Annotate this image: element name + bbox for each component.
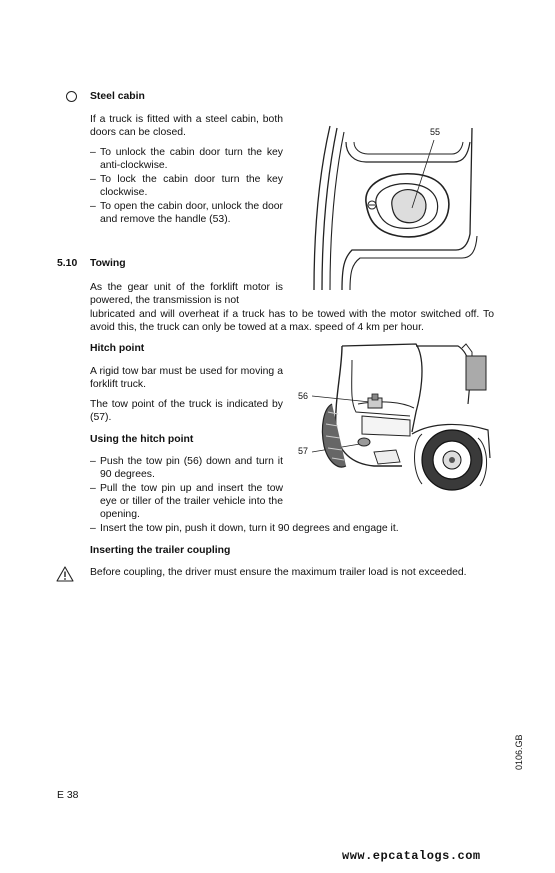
document-code: 0106.GB — [514, 734, 524, 770]
list-item — [90, 200, 283, 226]
dash-marker: – — [90, 147, 96, 158]
warning-text: Before coupling, the driver must ensure the maximum trailer load is not exceeded. — [90, 567, 467, 578]
dash-marker: – — [90, 174, 96, 185]
forklift-hitch-figure — [292, 342, 494, 492]
dash-marker: – — [90, 523, 96, 534]
list-item-text: Insert the tow pin, push it down, turn it 90 degrees and engage it. — [100, 523, 399, 534]
towing-heading: Towing — [90, 258, 126, 269]
list-item — [90, 455, 283, 481]
page-number: E 38 — [57, 790, 79, 801]
dash-marker: – — [90, 201, 96, 212]
using-hitch-heading: Using the hitch point — [90, 434, 194, 445]
dash-marker: – — [90, 456, 96, 467]
dash-marker: – — [90, 483, 96, 494]
hitch-point-paragraph-1: A rigid tow bar must be used for moving a forklift truck. — [90, 366, 283, 390]
list-item — [90, 173, 283, 199]
steel-cabin-intro: If a truck is fitted with a steel cabin, both doors can be closed. — [90, 114, 283, 138]
website-link[interactable]: www.epcatalogs.com — [342, 849, 481, 863]
list-item — [90, 522, 494, 535]
warning-icon — [56, 566, 74, 582]
figure-label-56: 56 — [298, 391, 309, 401]
hitch-point-paragraph-2: The tow point of the truck is indicated by (57). — [90, 399, 283, 423]
steel-cabin-heading: Steel cabin — [90, 91, 145, 102]
list-item-text: Pull the tow pin up and insert the tow eye or tiller of the trailer vehicle into the opening. — [100, 483, 283, 520]
figure-label-57: 57 — [298, 446, 309, 456]
list-item — [90, 146, 283, 172]
list-item-text: To unlock the cabin door turn the key anti-clockwise. — [100, 147, 283, 171]
list-item-text: To open the cabin door, unlock the door and remove the handle (53). — [100, 201, 283, 225]
hitch-point-heading: Hitch point — [90, 343, 145, 354]
list-item — [90, 482, 283, 521]
figure-label-55: 55 — [430, 127, 441, 137]
towing-paragraph-start: As the gear unit of the forklift motor is powered, the transmission is not — [90, 282, 283, 306]
list-item-text: Push the tow pin (56) down and turn it 90 degrees. — [100, 456, 283, 480]
section-number: 5.10 — [57, 258, 78, 269]
bullet-circle-icon — [66, 91, 77, 102]
trailer-coupling-heading: Inserting the trailer coupling — [90, 545, 231, 556]
cabin-door-handle-figure — [306, 118, 478, 290]
list-item-text: To lock the cabin door turn the key clockwise. — [100, 174, 283, 198]
towing-paragraph-continued: lubricated and will overheat if a truck has to be towed with the motor switched off. To avoid this, the truck can only be towed at a max. speed of 4 km per hour. — [90, 309, 494, 333]
